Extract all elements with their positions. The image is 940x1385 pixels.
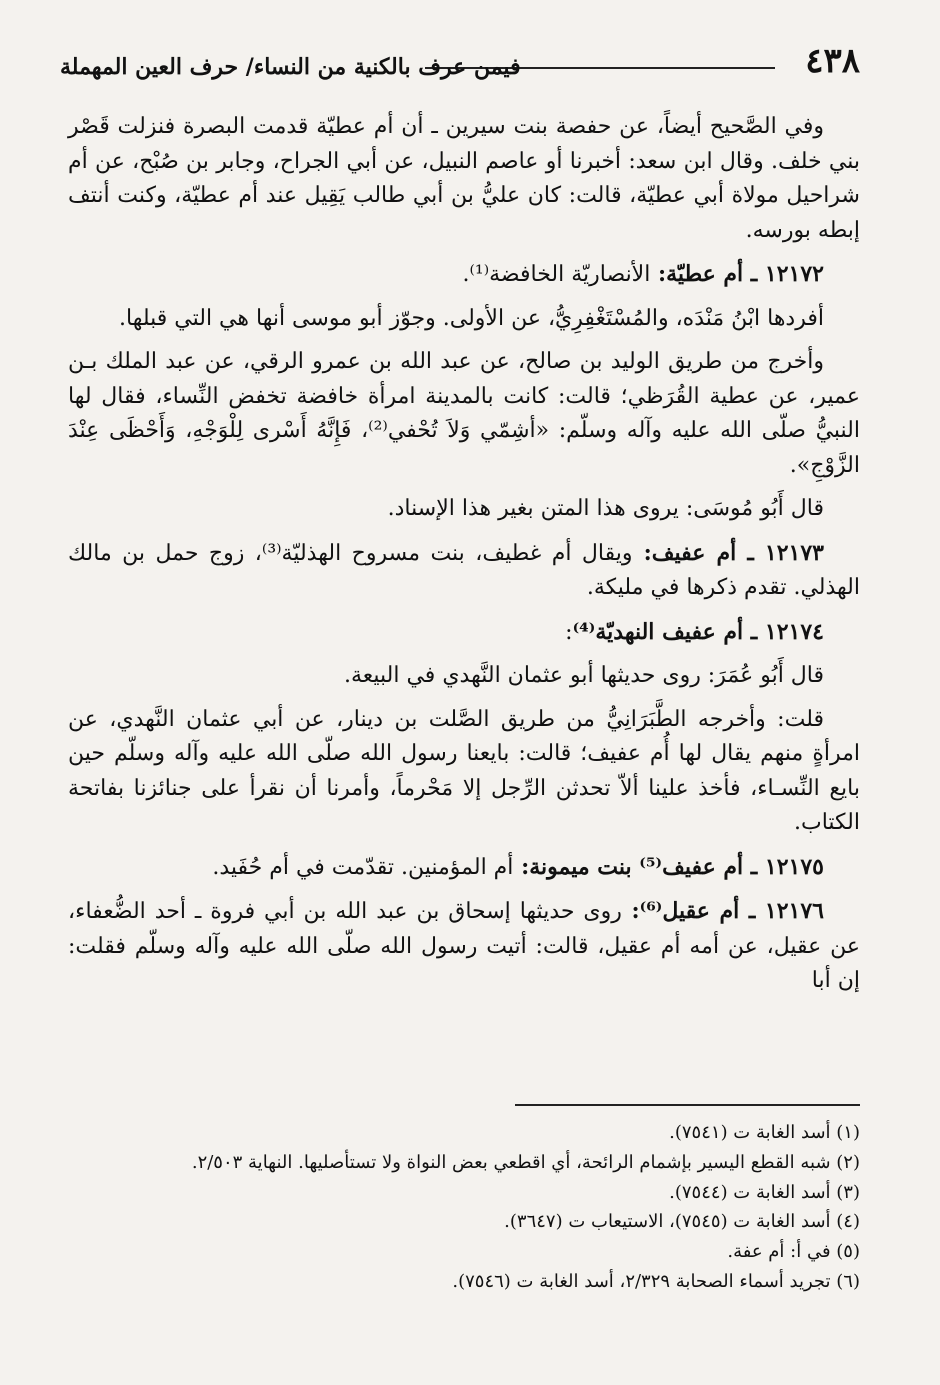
paragraph-text: وفي الصَّحيح أيضاً، عن حفصة بنت سيرين ـ أن أم عطيّة قدمت البصرة فنزلت قَصْر بني خلف. وقال ابن سعد: أخبرنا أو عاصم النبيل، عن أبي الجراح، وجابر بن صُبْح، عن أم شراحيل مولاة أبي عطيّة، قالت: كان عليُّ بن أبي طالب يَقِيل عند أم عطيّة، وكنت أنتف إبطه بورسه. — [68, 114, 860, 243]
paragraph — [68, 492, 860, 527]
entry-text: روى حديثها إسحاق بن عبد الله بن أبي فروة ـ أحد الضُّعفاء، عن عقيل، عن أمه أم عقيل، قالت: أتيت رسول الله صلّى الله عليه وآله وسلّم فقلت: إن أبا — [68, 899, 860, 993]
paragraph-text: قال أَبُو مُوسَى: يروى هذا المتن بغير هذا الإسناد. — [387, 496, 824, 521]
footnote-5: (٥) في أ: أم عفة. — [727, 1241, 860, 1263]
footnote-6: (٦) تجريد أسماء الصحابة ٢/٣٢٩، أسد الغابة ت (٧٥٤٦). — [452, 1270, 860, 1292]
main-text — [68, 110, 860, 1008]
entry-text: الأنصاريّة الخافضة⁽¹⁾. — [462, 262, 651, 287]
entry-12173 — [68, 536, 860, 606]
entry-text: : — [565, 619, 573, 645]
footnote-4: (٤) أسد الغابة ت (٧٥٤٥)، الاستيعاب ت (٣٦٤٧). — [504, 1211, 860, 1233]
footnote-2: (٢) شبه القطع اليسير بإشمام الرائحة، أي اقطعي بعض النواة ولا تستأصليها. النهاية ٢/٥٠٣. — [191, 1151, 860, 1173]
paragraph — [68, 345, 860, 483]
entry-12176 — [68, 894, 860, 999]
entry-heading: ١٢١٧٣ ـ أم عفيف: — [632, 539, 824, 566]
paragraph — [68, 302, 860, 337]
paragraph-text: قال أَبُو عُمَرَ: روى حديثها أبو عثمان النَّهدي في البيعة. — [343, 663, 824, 688]
paragraph — [68, 659, 860, 694]
footnotes — [68, 1118, 860, 1297]
entry-heading: ١٢١٧٢ ـ أم عطيّة: — [650, 261, 824, 287]
paragraph-text: قلت: وأخرجه الطَّبَرَانِيُّ من طريق الصَّلت بن دينار، عن أبي عثمان النَّهدي، عن امرأةٍ منهم يقال لها أُم عفيف؛ قالت: بايعنا رسول الله صلّى الله عليه وآله وسلّم حين بايع النِّسـاء، فأخذ علينا ألاّ تحدثن الرِّجل إلا مَحْرماً، وأمرنا أن نقرأ على جنائزنا بفاتحة الكتاب. — [68, 706, 860, 835]
entry-heading: ١٢١٧٥ ـ أم عفيف⁽⁵⁾ بنت ميمونة: — [513, 853, 824, 880]
running-title: فيمن عرف بالكنية من النساء/ حرف العين المهملة — [60, 54, 521, 80]
entry-12172 — [68, 257, 860, 293]
paragraph — [68, 703, 860, 841]
entry-text: أم المؤمنين. تقدّمت في أم حُفَيد. — [212, 854, 514, 880]
entry-heading: ١٢١٧٤ ـ أم عفيف النهديّة⁽⁴⁾ — [572, 618, 824, 645]
paragraph-text: أفردها ابْنُ مَنْدَه، والمُسْتَغْفِرِيُّ، عن الأولى. وجوّز أبو موسى أنها هي التي قبلها. — [119, 305, 824, 331]
entry-12175 — [68, 850, 860, 886]
entry-text: ويقال أم غطيف، بنت مسروح الهذليّة⁽³⁾، زوج حمل بن مالك الهذلي. تقدم ذكرها في مليكة. — [68, 540, 860, 600]
entry-12174 — [68, 615, 860, 651]
paragraph-text: وأخرج من طريق الوليد بن صالح، عن عبد الله بن عمرو الرقي، عن عبد الملك بـن عمير، عن عطية القُرَظي؛ قالت: كانت بالمدينة امرأة خافضة تخفض النِّساء، فقال لها النبيُّ صلّى الله عليه وآله وسلّم: «أشِمّي وَلاَ تُحْفي⁽²⁾، فَإِنَّهُ أَسْرى لِلْوَجْهِ، وَأَحْظَى عِنْدَ الزَّوْجِ». — [68, 349, 860, 478]
footnote-3: (٣) أسد الغابة ت (٧٥٤٤). — [669, 1181, 860, 1203]
paragraph — [68, 110, 860, 248]
page-header — [60, 40, 860, 90]
entry-heading: ١٢١٧٦ ـ أم عقيل⁽⁶⁾: — [621, 898, 824, 924]
page-number: ٤٣٨ — [805, 41, 860, 81]
footnote-rule — [515, 1104, 860, 1106]
footnote-1: (١) أسد الغابة ت (٧٥٤١). — [669, 1122, 860, 1143]
